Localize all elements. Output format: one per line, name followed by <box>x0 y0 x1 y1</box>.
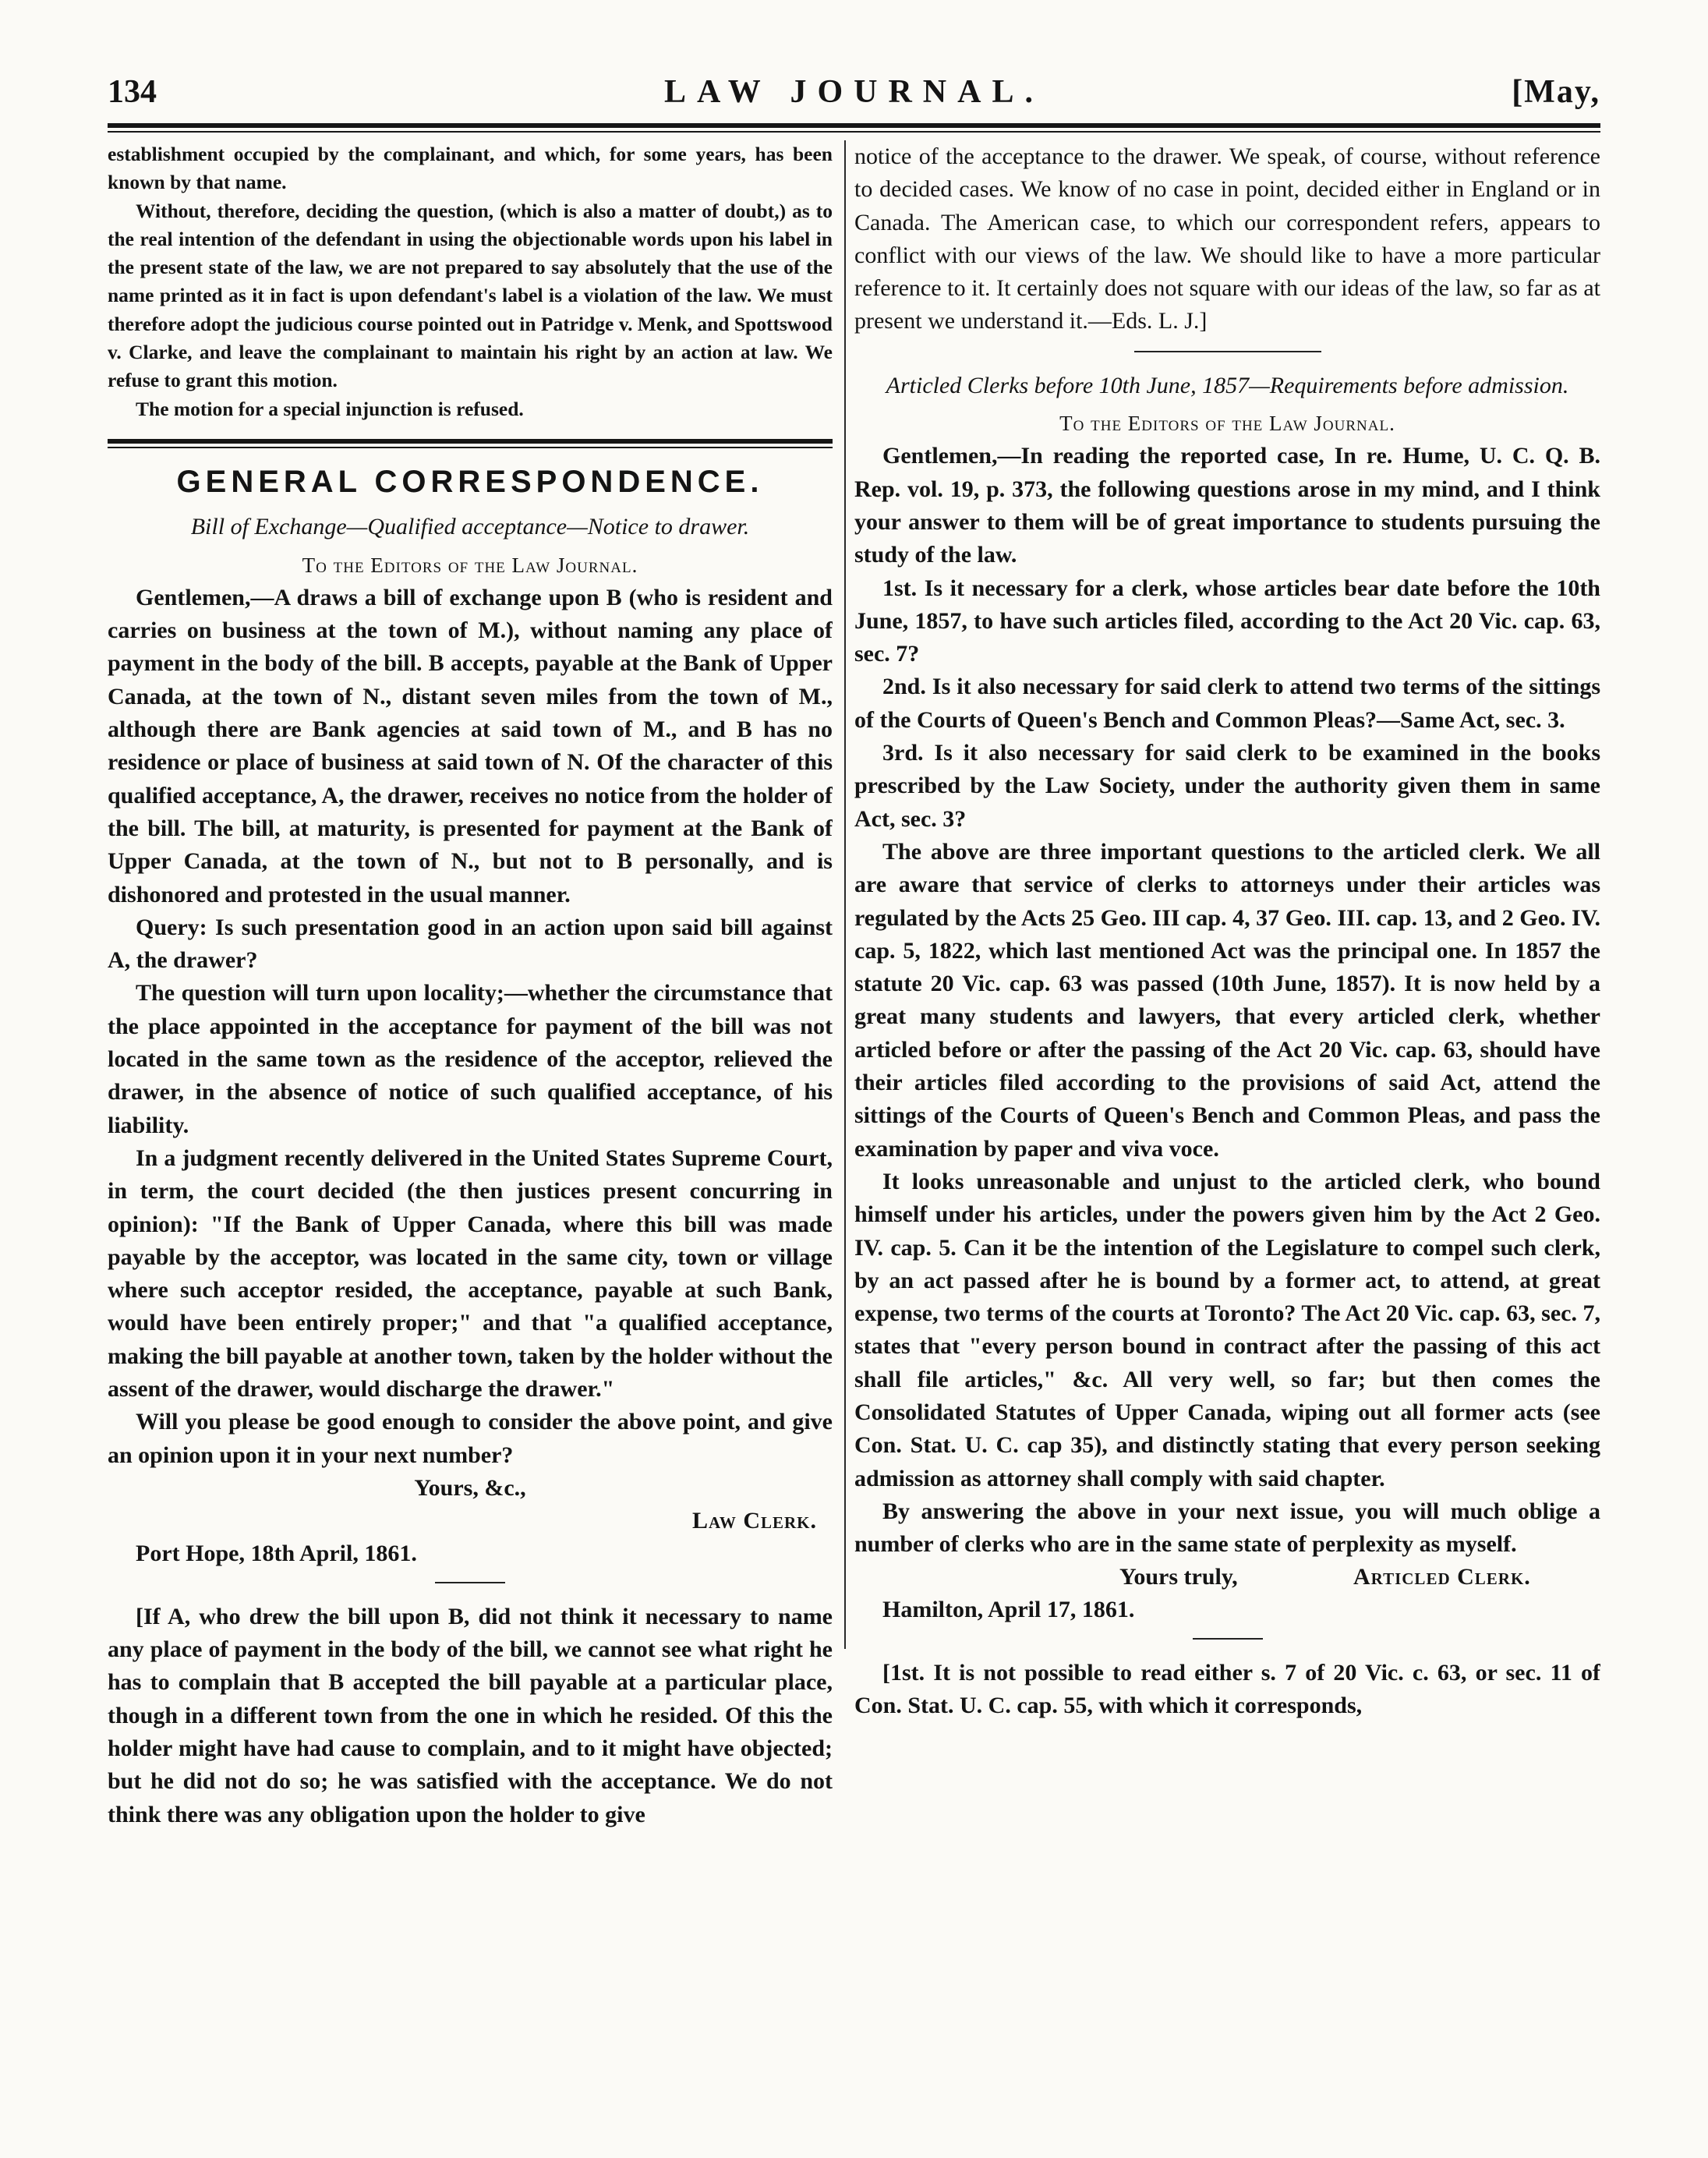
divider-short-2 <box>1193 1638 1263 1640</box>
to-editors: To the Editors of the Law Journal. <box>302 553 638 577</box>
letter2-paragraph: The above are three important questions to the articled clerk. We all are aware that service of clerks to attorneys under their articles was regulated by the Acts 25 Geo. III cap. 4, 37 Geo. III. cap. 13, and 2 Geo. IV. cap. 5, 1822, which last mentioned Act was the principal one. In 1857 the statute 20 Vic. cap. 63 was passed (10th June, 1857). It is now held by a great many students and lawyers, that every articled clerk, whether articled before or after the passing of the Act 20 Vic. cap. 63, should have their articles filed according to the provisions of said Act, attend the sittings of the Courts of Queen's Bench and Common Pleas, and pass the examination by paper and viva voce. <box>854 838 1600 1162</box>
letter2-intro: Gentlemen,—In reading the reported case, In re. Hume, U. C. Q. B. Rep. vol. 19, p. 373, the following questions arose in my mind, and I think your answer to them will be of great importance to students pursuing the study of the law. <box>854 443 1600 568</box>
letter-paragraph: Query: Is such presentation good in an action upon said bill against A, the drawer? <box>108 914 833 974</box>
letter2-paragraph: By answering the above in your next issue, you will much oblige a number of clerks who are in the same state of perplexity as myself. <box>854 1498 1600 1558</box>
letter-title-2: Articled Clerks before 10th June, 1857—Requirements before admission. <box>886 372 1569 398</box>
letter-paragraph: Gentlemen,—A draws a bill of exchange upon B (who is resident and carries on business at the town of M.), without naming any place of payment in the body of the bill. B accepts, payable at the Bank of Upper Canada, at the town of N., distant seven miles from the town of M., although there are Bank agencies at said town of M., and B has no residence or place of business at said town of N. Of the character of this qualified acceptance, A, the drawer, receives no notice from the holder of the bill. The bill, at maturity, is presented for payment at the Bank of Upper Canada, at the town of N., but not to B personally, and is dishonored and protested in the usual manner. <box>108 584 833 907</box>
left-column <box>108 140 833 2136</box>
left-paragraph-2: Without, therefore, deciding the question, (which is also a matter of doubt,) as to the real intention of the defendant in using the objectionable words upon his label in the present state of the law, we are not prepared to say absolutely that the use of the name printed as it in fact is upon defendant's label is a violation of the law. We must therefore adopt the judicious course pointed out in Patridge v. Menk, and Spottswood v. Clarke, and leave the complainant to maintain his right by an action at law. We refuse to grant this motion. <box>108 199 833 392</box>
header-rule-thin <box>108 131 1600 133</box>
letter2-paragraph: It looks unreasonable and unjust to the articled clerk, who bound himself under his articles, under the powers given him by the Act 2 Geo. IV. cap. 5. Can it be the intention of the Legislature to compel such clerk, by an act passed after he is bound by a former act, to attend, at great expense, two terms of the courts at Toronto? The Act 20 Vic. cap. 63, sec. 7, states that "every person bound in contract after the passing of this act shall file articles," &c. All very well, so far; but then comes the Consolidated Statutes of Upper Canada, wiping out all former acts (see Con. Stat. U. C. cap 35), and distinctly stating that every person seeking admission as attorney shall comply with said chapter. <box>854 1168 1600 1491</box>
month-label: [May, <box>1512 74 1600 110</box>
letter-place-date: Port Hope, 18th April, 1861. <box>136 1541 417 1567</box>
running-head <box>108 69 1600 115</box>
letter-paragraph: The question will turn upon locality;—whether the circumstance that the place appointed in the acceptance for payment of the bill was not located in the same town as the residence of the acceptor, relieved the drawer, in the absence of notice of such qualified acceptance, of his liability. <box>108 980 833 1138</box>
section-rule <box>108 439 833 448</box>
letter-title: Bill of Exchange—Qualified acceptance—Notice to drawer. <box>190 514 750 540</box>
right-column <box>854 140 1600 2136</box>
letter2-signoff <box>854 1561 1600 1594</box>
to-editors-2: To the Editors of the Law Journal. <box>1059 412 1395 436</box>
section-title: GENERAL CORRESPONDENCE. <box>176 464 764 499</box>
letter2-closing: Yours truly, <box>1119 1564 1238 1590</box>
letter-paragraph: In a judgment recently delivered in the United States Supreme Court, in term, the court decided (the then justices present concurring in opinion): "If the Bank of Upper Canada, where this bill was made payable by the acceptor, was located in the same city, town or village where such acceptor resided, the acceptance, payable at such Bank, would have been entirely proper;" and that "a qualified acceptance, making the bill payable at another town, taken by the holder without the assent of the drawer, would discharge the drawer." <box>108 1144 833 1402</box>
letter-signature: Law Clerk. <box>691 1508 817 1534</box>
left-paragraph-1: establishment occupied by the complainant, and which, for some years, has been known by that name. <box>108 143 833 194</box>
letter2-place-date: Hamilton, April 17, 1861. <box>882 1597 1135 1623</box>
letter2-question-2: 2nd. Is it also necessary for said clerk to attend two terms of the sittings of the Courts of Queen's Bench and Common Pleas?—Same Act, sec. 3. <box>854 674 1600 733</box>
editor-reply: [If A, who drew the bill upon B, did not think it necessary to name any place of payment in the body of the bill, we cannot see what right he has to complain that B accepted the bill payable at a particular place, though in a different town from the one in which he resided. Of this the holder might have had cause to complain, and to it might have objected; but he did not do so; he was satisfied with the acceptance. We do not think there was any obligation upon the holder to give <box>108 1603 833 1827</box>
page-number: 134 <box>108 74 157 110</box>
letter-paragraph: Will you please be good enough to consider the above point, and give an opinion upon it in your next number? <box>108 1409 833 1468</box>
letter-closing: Yours, &c., <box>414 1474 526 1501</box>
divider-mid <box>1134 351 1321 352</box>
header-rule-thick <box>108 123 1600 128</box>
journal-title: LAW JOURNAL. <box>664 74 1044 110</box>
editor-reply-2: [1st. It is not possible to read either s. 7 of 20 Vic. c. 63, or sec. 11 of Con. Stat. U. C. cap. 55, with which it corresponds, <box>854 1659 1600 1719</box>
letter2-question-1: 1st. Is it necessary for a clerk, whose articles bear date before the 10th June, 1857, to have such articles filed, according to the Act 20 Vic. cap. 63, sec. 7? <box>854 575 1600 667</box>
left-paragraph-3: The motion for a special injunction is refused. <box>136 397 524 420</box>
divider-short <box>435 1582 505 1583</box>
column-divider <box>844 140 846 1649</box>
letter2-signature: Articled Clerk. <box>1353 1564 1531 1590</box>
letter2-question-3: 3rd. Is it also necessary for said clerk to be examined in the books prescribed by the Law Society, under the authority given them in same Act, sec. 3? <box>854 740 1600 832</box>
editor-reply-continued: notice of the acceptance to the drawer. We speak, of course, without reference to decided cases. We know of no case in point, decided either in England or in Canada. The American case, to which our correspondent refers, appears to conflict with our views of the law. We should like to have a more particular reference to it. It certainly does not square with our ideas of the law, so far as at present we understand it.—Eds. L. J.] <box>854 143 1600 334</box>
